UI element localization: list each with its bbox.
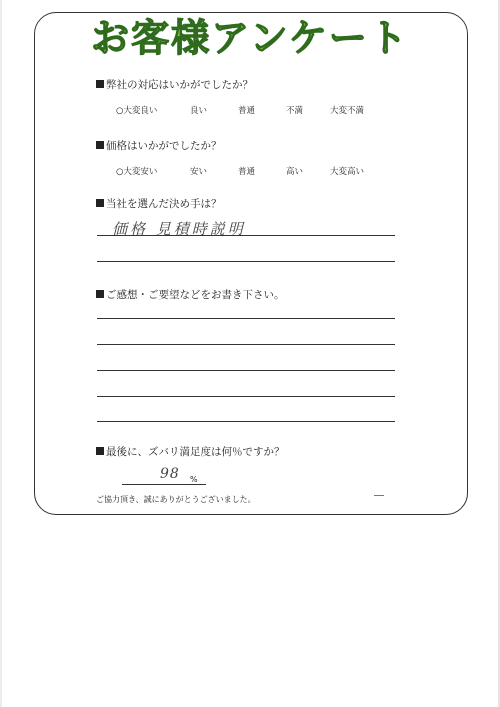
satisfaction-line	[122, 484, 206, 485]
option-good[interactable]: 良い	[190, 106, 208, 116]
question-3-answer[interactable]: 価格 見積時説明	[112, 220, 246, 238]
percent-unit: %	[190, 475, 198, 484]
question-4	[96, 287, 285, 302]
comment-line[interactable]	[97, 421, 395, 422]
thanks-note: ご協力頂き、誠にありがとうございました。	[96, 495, 256, 504]
scan-edge-left	[0, 0, 2, 707]
square-bullet-icon	[96, 290, 104, 298]
square-bullet-icon	[96, 80, 104, 88]
dash-mark	[374, 495, 384, 496]
option-very-good[interactable]: ○大変良い	[116, 106, 158, 116]
comment-line[interactable]	[97, 370, 395, 371]
answer-line	[97, 261, 395, 262]
question-1-label: 弊社の対応はいかがでしたか？	[106, 79, 253, 91]
option-very-dissatisfied[interactable]: 大変不満	[330, 106, 365, 116]
answer-line	[97, 235, 395, 236]
question-2-label: 価格はいかがでしたか？	[106, 140, 222, 152]
square-bullet-icon	[96, 199, 104, 207]
question-3	[96, 196, 222, 211]
option-average[interactable]: 普通	[238, 106, 256, 116]
comment-line[interactable]	[97, 344, 395, 345]
question-3-label: 当社を選んだ決め手は？	[106, 198, 222, 210]
option-dissatisfied[interactable]: 不満	[286, 106, 304, 116]
question-2	[96, 138, 222, 153]
option-very-expensive[interactable]: 大変高い	[330, 167, 365, 177]
question-4-label: ご感想・ご要望などをお書き下さい。	[106, 289, 285, 301]
question-5	[96, 444, 285, 459]
question-5-label: 最後に、ズバリ満足度は何％ですか？	[106, 446, 285, 458]
option-price-average[interactable]: 普通	[238, 167, 256, 177]
question-1	[96, 77, 253, 92]
survey-title: お客様アンケート	[91, 16, 409, 60]
option-very-cheap[interactable]: ○大変安い	[116, 167, 158, 177]
square-bullet-icon	[96, 447, 104, 455]
comment-line[interactable]	[97, 396, 395, 397]
satisfaction-answer[interactable]: 98	[160, 466, 180, 482]
option-cheap[interactable]: 安い	[190, 167, 208, 177]
square-bullet-icon	[96, 141, 104, 149]
option-expensive[interactable]: 高い	[286, 167, 304, 177]
comment-line[interactable]	[97, 318, 395, 319]
